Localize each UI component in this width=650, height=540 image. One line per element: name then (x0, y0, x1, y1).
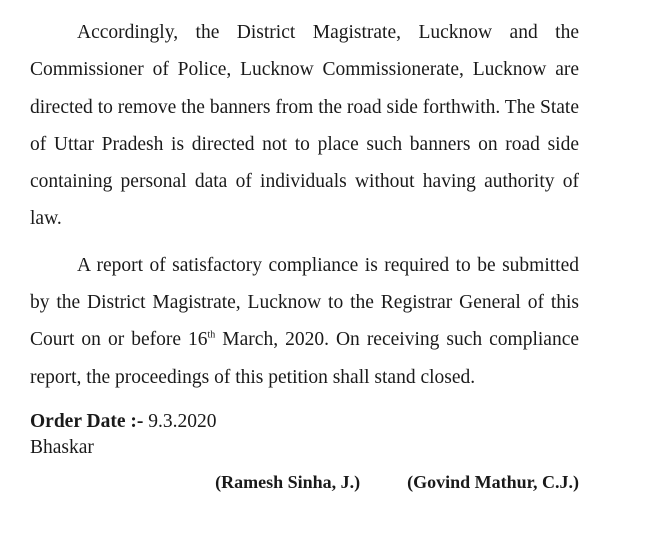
order-document (30, 14, 579, 495)
order-info (30, 409, 579, 461)
judge-signature-govind-mathur: (Govind Mathur, C.J.) (407, 471, 579, 492)
judges-signature-block (30, 469, 579, 495)
compliance-text-end: March, 2020. On receiving such compliance report, the proceedings of this petition shall stand closed. (30, 329, 579, 388)
paragraph-banner-removal-direction: Accordingly, the District Magistrate, Lucknow and the Commissioner of Police, Lucknow Commissionerate, Lucknow are directed to remove the banners from the road side forthwith. The State of Uttar Pradesh is directed not to place such banners on road side containing personal data of individuals without having authority of law. (30, 22, 579, 230)
order-date-label: Order Date :- (30, 410, 144, 432)
paragraph-compliance-report (30, 247, 579, 396)
ordinal-suffix: th (207, 329, 216, 341)
compliance-text-start: A report of satisfactory compliance is required to be submitted by the District Magistrate, Lucknow to the Registrar General of this Court on or before 16 (30, 254, 579, 351)
judge-signature-ramesh-sinha: (Ramesh Sinha, J.) (215, 471, 361, 492)
order-date-value: 9.3.2020 (143, 410, 217, 432)
order-date-line (30, 409, 579, 435)
clerk-name: Bhaskar (30, 436, 94, 458)
